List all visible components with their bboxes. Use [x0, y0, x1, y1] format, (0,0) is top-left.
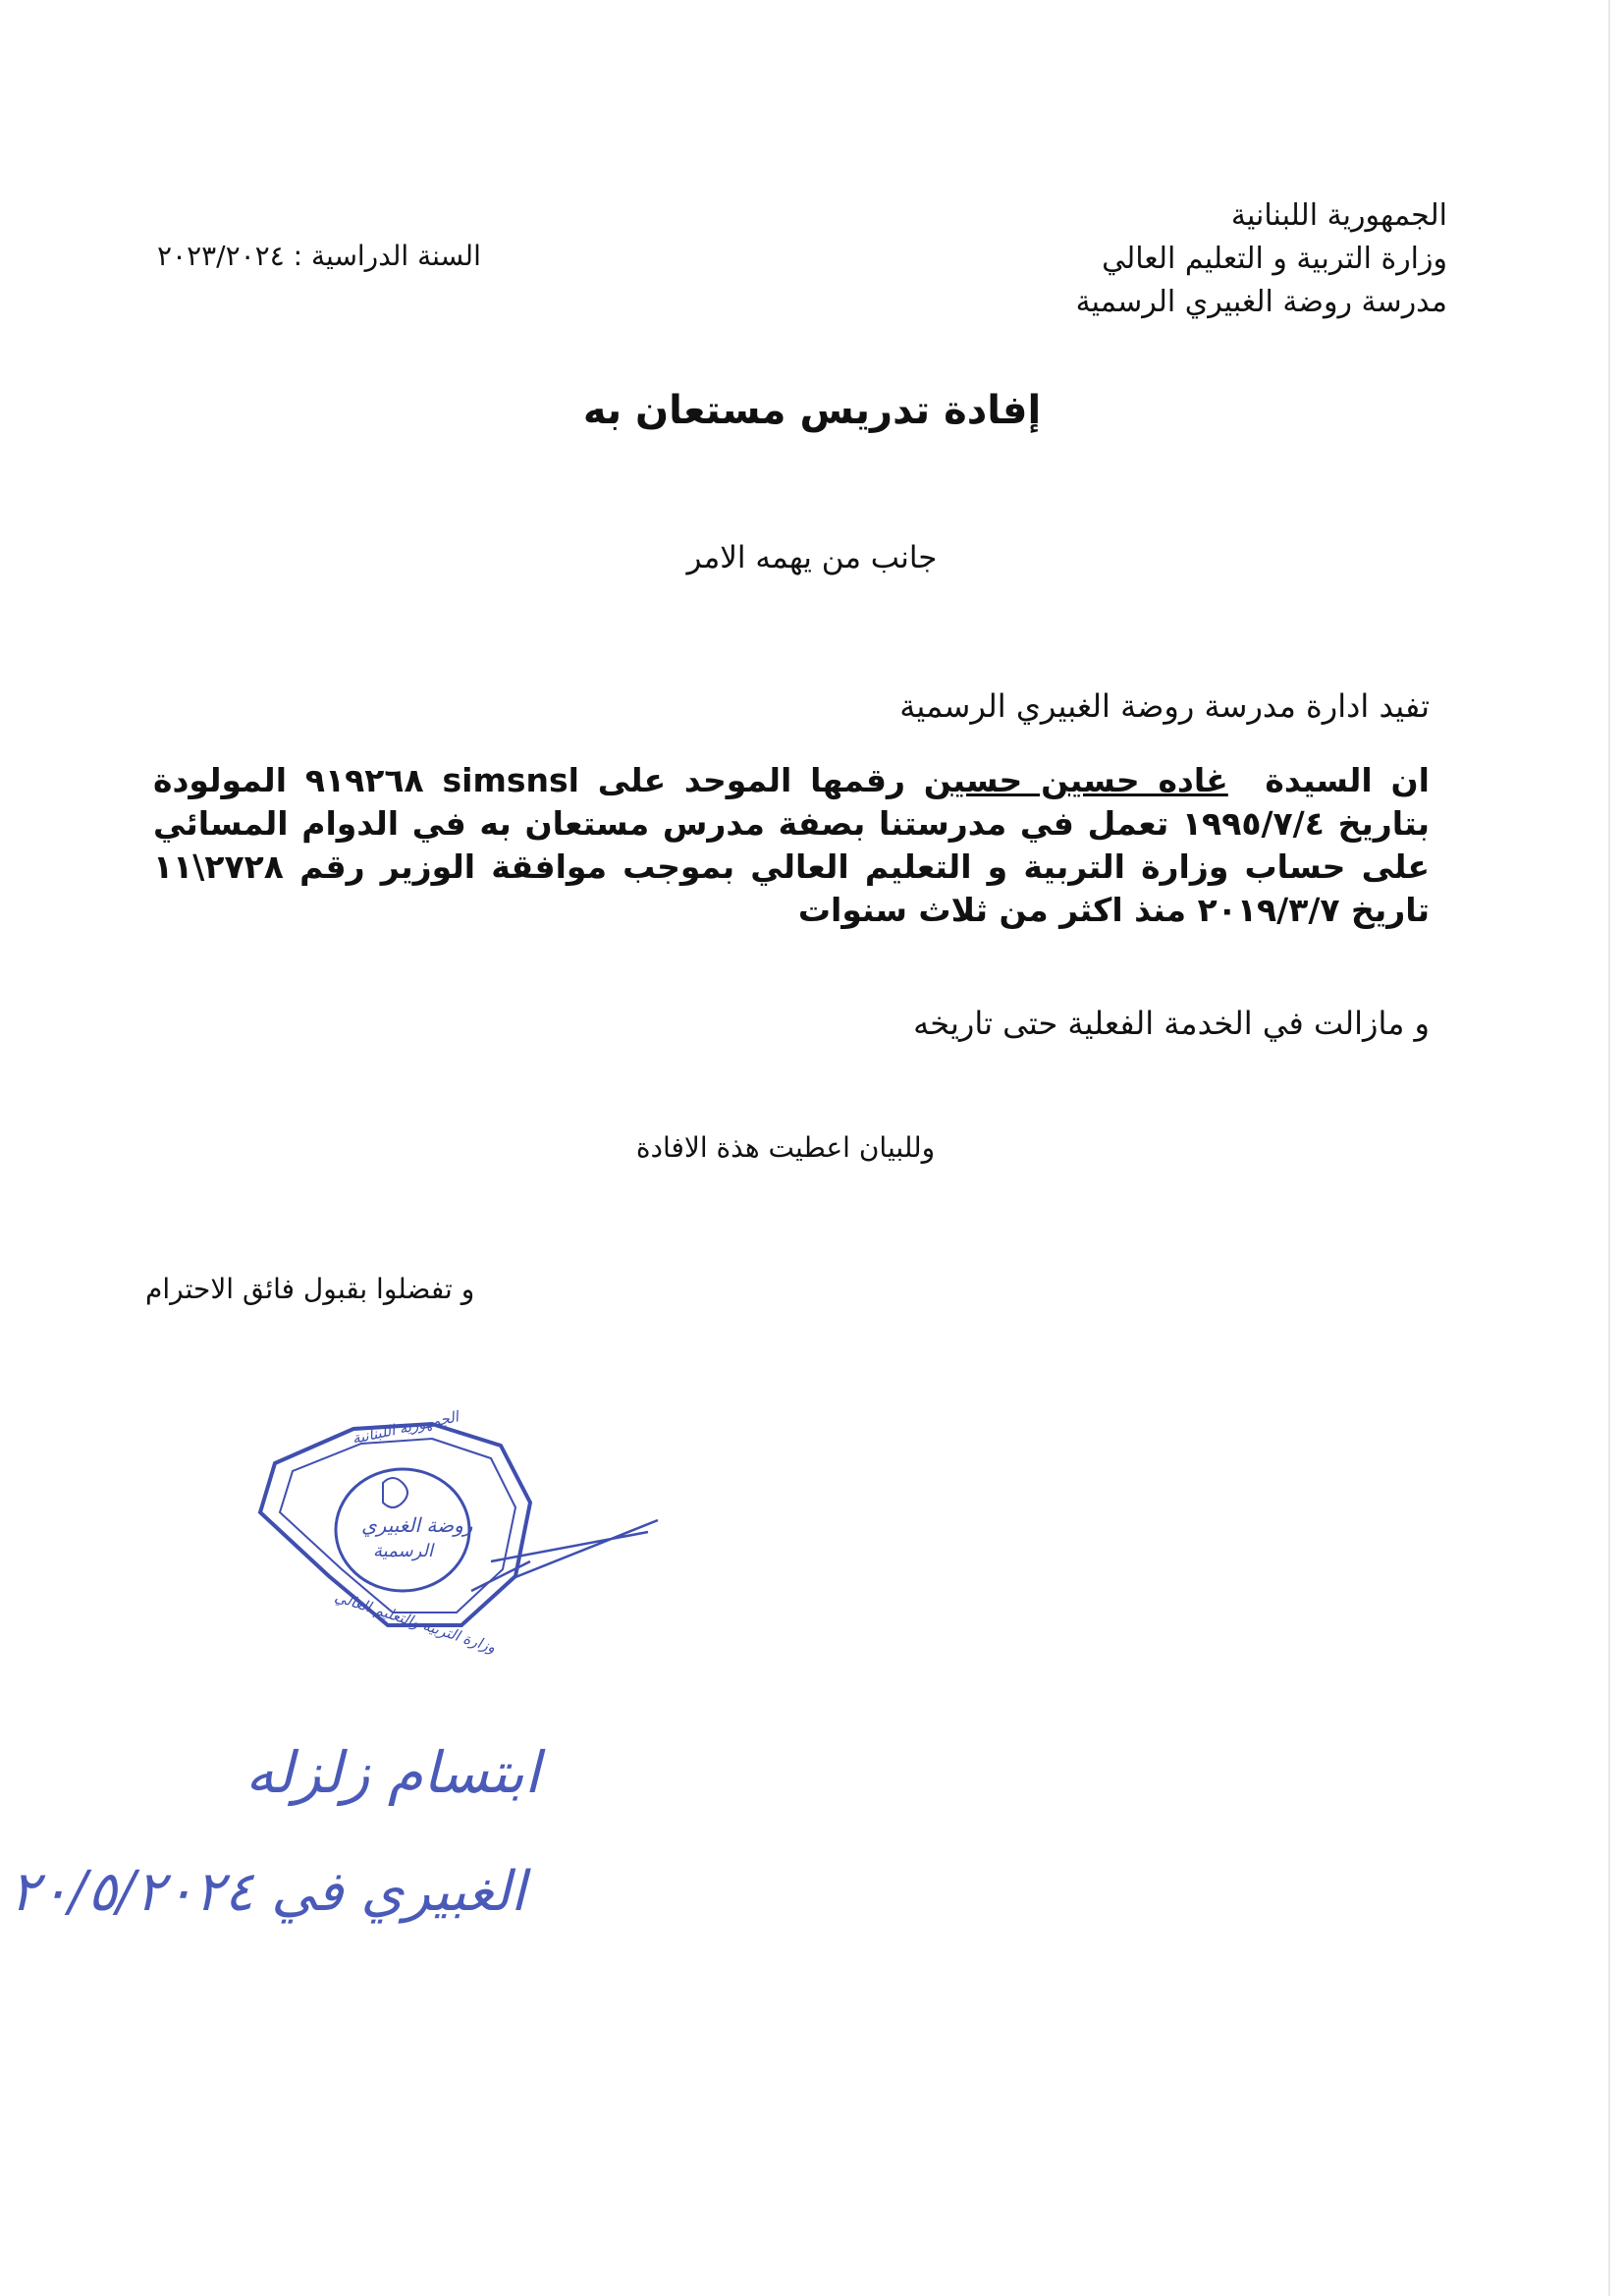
letterhead-ministry: وزارة التربية و التعليم العالي: [1102, 242, 1447, 276]
intro-line: تفيد ادارة مدرسة روضة الغبيري الرسمية: [899, 687, 1430, 725]
service-status-line: و مازالت في الخدمة الفعلية حتى تاريخه: [913, 1005, 1430, 1042]
employee-name: غاده حسين حسين: [923, 761, 1228, 799]
letterhead: [1076, 194, 1447, 324]
addressee: جانب من يهمه الامر: [686, 540, 938, 575]
school-seal-stamp: [236, 1404, 668, 1699]
certificate-paragraph: [153, 759, 1430, 932]
letterhead-school: مدرسة روضة الغبيري الرسمية: [1075, 285, 1447, 319]
handwritten-signature: [0, 1699, 687, 1954]
svg-text:الرسمية: الرسمية: [373, 1541, 433, 1561]
svg-text:وزارة التربية والتعليم العالي: وزارة التربية والتعليم العالي: [332, 1587, 499, 1657]
signature-place-date: الغبيري في ٢٠/٥/٢٠٢٤: [10, 1860, 526, 1924]
seal-outer-text: الجمهورية اللبنانية: [351, 1407, 460, 1448]
scan-edge: [1608, 0, 1610, 2296]
academic-year: السنة الدراسية : ٢٠٢٣/٢٠٢٤: [157, 240, 481, 272]
signature-name: ابتسام زلزله: [245, 1739, 540, 1806]
document-title: إفادة تدريس مستعان به: [582, 388, 1042, 433]
svg-text:روضة الغبيري: روضة الغبيري: [361, 1513, 473, 1537]
letterhead-republic: الجمهورية اللبنانية: [1230, 198, 1447, 233]
issuance-line: وللبيان اعطيت هذة الافادة: [635, 1131, 936, 1164]
paragraph-prefix: ان السيدة: [1265, 761, 1430, 799]
closing-line: و تفضلوا بقبول فائق الاحترام: [145, 1273, 475, 1305]
paragraph-body: رقمها الموحد على simsnsl ٩١٩٢٦٨ المولودة بتاريخ ١٩٩٥/٧/٤ تعمل في مدرستنا بصفة مدرس مستعان به في الدوام المسائي على حساب وزارة التربية و التعليم العالي بموجب موافقة الوزير رقم ٢٧٢٨\١١ تاريخ ٢٠١٩/٣/٧ منذ اكثر من ثلاث سنوات: [153, 761, 1430, 929]
